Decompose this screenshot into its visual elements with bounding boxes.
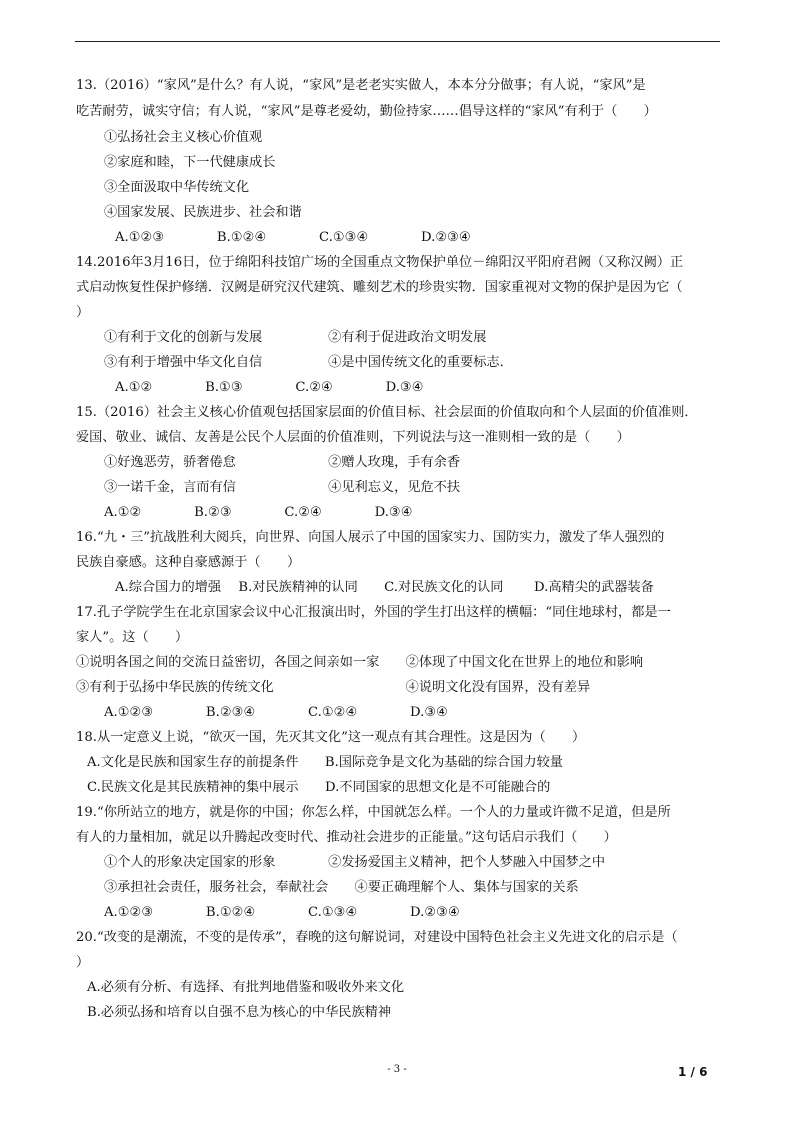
q13-option-3: ③全面汲取中华传统文化 <box>104 180 250 195</box>
q20-line-2: ） <box>76 955 90 970</box>
q15-options-3-4: ③一诺千金，言而有信 ④见利忘义，见危不扶 <box>104 480 461 495</box>
q19-line-1: 19.“你所站立的地方，就是你的中国；你怎么样，中国就怎么样。一个人的力量或许微不足道，但是所 <box>76 805 671 820</box>
q14-line-1: 14.2016年3月16日，位于绵阳科技馆广场的全国重点文物保护单位－绵阳汉平阳府君阙（又称汉阙）正 <box>76 255 684 270</box>
page-count: 1 / 6 <box>678 1065 708 1079</box>
q20-line-1: 20.“改变的是潮流，不变的是传承”，春晚的这句解说词，对建设中国特色社会主义先进文化的启示是（ <box>76 930 678 945</box>
q16-answers: A.综合国力的增强 B.对民族精神的认同 C.对民族文化的认同 D.高精尖的武器装备 <box>115 580 654 595</box>
q13-line-1: 13.（2016）“家风”是什么？有人说，“家风”是老老实实做人，本本分分做事；有人说，“家风”是 <box>76 78 646 93</box>
q15-answers: A.①② B.②③ C.②④ D.③④ <box>104 505 413 520</box>
q15-line-2: 爱国、敬业、诚信、友善是公民个人层面的价值准则，下列说法与这一准则相一致的是（ ） <box>76 430 630 445</box>
q17-line-1: 17.孔子学院学生在北京国家会议中心汇报演出时，外国的学生打出这样的横幅：“同住地球村，都是一 <box>76 605 671 620</box>
q14-options-3-4: ③有利于增强中华文化自信 ④是中国传统文化的重要标志． <box>104 355 513 370</box>
q16-line-2: 民族自豪感。这种自豪感源于（ ） <box>76 555 301 570</box>
q16-line-1: 16.“九・三”抗战胜利大阅兵，向世界、向国人展示了中国的国家实力、国防实力，激发了华人强烈的 <box>76 530 665 545</box>
q13-line-2: 吃苦耐劳，诚实守信；有人说，“家风”是尊老爱幼，勤俭持家……倡导这样的“家风”有利于（ ） <box>76 104 657 119</box>
q18-options-a-b: A.文化是民族和国家生存的前提条件 B.国际竞争是文化为基础的综合国力较量 <box>87 755 563 770</box>
q20-option-a: A.必须有分析、有选择、有批判地借鉴和吸收外来文化 <box>87 980 405 995</box>
q17-options-1-2: ①说明各国之间的交流日益密切，各国之间亲如一家 ②体现了中国文化在世界上的地位和影响 <box>76 655 644 670</box>
q17-answers: A.①②③ B.②③④ C.①②④ D.③④ <box>104 705 448 720</box>
page-number: - 3 - <box>387 1064 407 1075</box>
q19-options-1-2: ①个人的形象决定国家的形象 ②发扬爱国主义精神，把个人梦融入中国梦之中 <box>104 855 606 870</box>
header-rule <box>75 41 720 42</box>
q14-line-2: 式启动恢复性保护修缮．汉阙是研究汉代建筑、雕刻艺术的珍贵实物．国家重视对文物的保护是因为它（ <box>76 280 683 295</box>
q14-options-1-2: ①有利于文化的创新与发展 ②有利于促进政治文明发展 <box>104 330 487 345</box>
q19-answers: A.①②③ B.①②④ C.①③④ D.②③④ <box>104 905 460 920</box>
q17-line-2: 家人”。这（ ） <box>76 630 189 645</box>
q13-option-2: ②家庭和睦，下一代健康成长 <box>104 155 276 170</box>
q15-line-1: 15.（2016）社会主义核心价值观包括国家层面的价值目标、社会层面的价值取向和个人层面的价值准则． <box>76 405 698 420</box>
q20-option-b: B.必须弘扬和培育以自强不息为核心的中华民族精神 <box>87 1005 392 1020</box>
q13-option-1: ①弘扬社会主义核心价值观 <box>104 130 263 145</box>
q19-options-3-4: ③承担社会责任，服务社会，奉献社会 ④要正确理解个人、集体与国家的关系 <box>104 880 579 895</box>
q18-options-c-d: C.民族文化是其民族精神的集中展示 D.不同国家的思想文化是不可能融合的 <box>87 780 551 795</box>
q14-answers: A.①② B.①③ C.②④ D.③④ <box>115 380 424 395</box>
q14-line-3: ） <box>76 305 90 320</box>
q18-line-1: 18.从一定意义上说，“欲灭一国，先灭其文化”这一观点有其合理性。这是因为（ ） <box>76 730 586 745</box>
q13-option-4: ④国家发展、民族进步、社会和谐 <box>104 205 302 220</box>
q17-options-3-4: ③有利于弘扬中华民族的传统文化 ④说明文化没有国界，没有差异 <box>76 680 591 695</box>
q15-options-1-2: ①好逸恶劳，骄奢倦怠 ②赠人玫瑰，手有余香 <box>104 455 461 470</box>
q13-answers: A.①②③ B.①②④ C.①③④ D.②③④ <box>115 230 471 245</box>
q19-line-2: 有人的力量相加，就足以升腾起改变时代、推动社会进步的正能量。”这句话启示我们（ ） <box>76 830 617 845</box>
